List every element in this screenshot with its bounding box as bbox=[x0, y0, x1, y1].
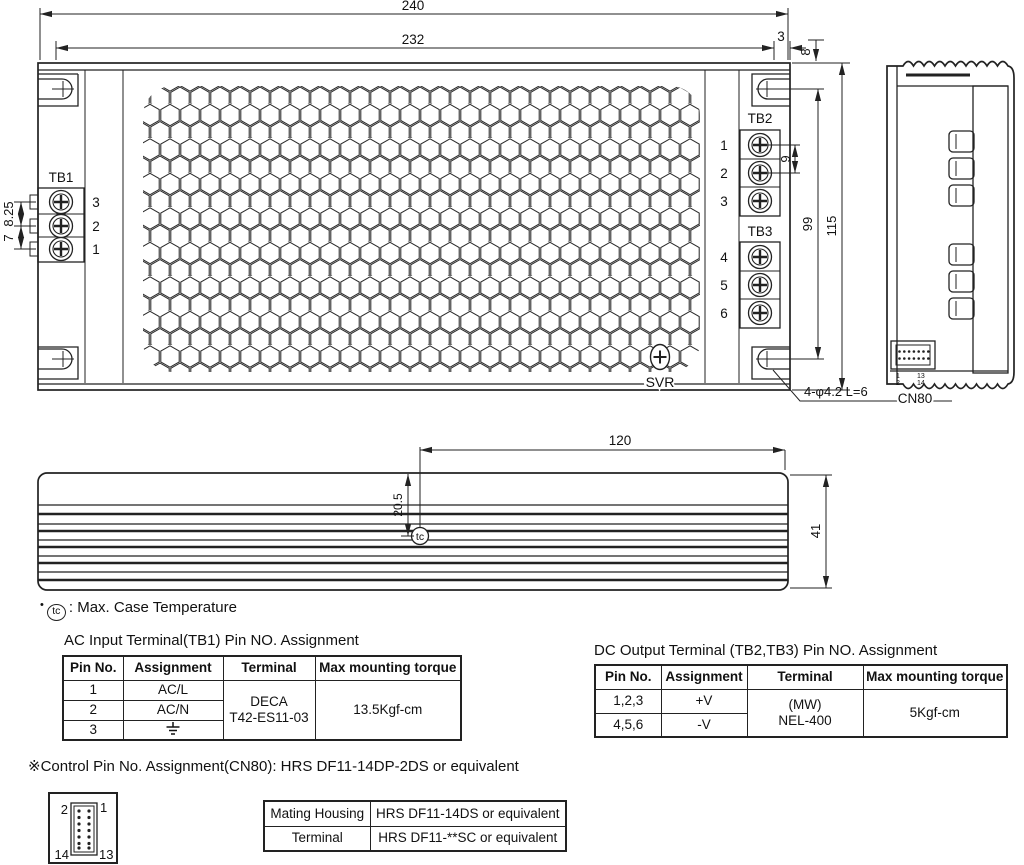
diagram-pin-2: 2 bbox=[60, 802, 68, 817]
side-view bbox=[38, 433, 832, 590]
ac-header-terminal: Terminal bbox=[223, 656, 315, 680]
cn80-pin13-mark: 13 bbox=[917, 373, 925, 380]
terminal-bumps bbox=[949, 131, 974, 319]
tb1-pin-3: 3 bbox=[92, 195, 100, 210]
mating-terminal-label: Terminal bbox=[264, 826, 370, 851]
ac-header-assignment: Assignment bbox=[123, 656, 223, 680]
tb2-pin-3: 3 bbox=[720, 194, 728, 209]
tb3-pin-4: 4 bbox=[720, 250, 728, 265]
ac-header-torque: Max mounting torque bbox=[315, 656, 461, 680]
ac-pin-3: 3 bbox=[63, 720, 123, 740]
dc-pin-456: 4,5,6 bbox=[595, 713, 661, 737]
svg-text:8.25: 8.25 bbox=[1, 201, 16, 227]
mounting-slot-top-left bbox=[38, 79, 74, 99]
dim-tb1-pitch-7 bbox=[1, 226, 21, 249]
mating-housing-value: HRS DF11-14DS or equivalent bbox=[370, 801, 566, 826]
terminal-block-tb3 bbox=[720, 224, 780, 328]
tb1-label: TB1 bbox=[48, 170, 74, 185]
front-view bbox=[1, 0, 952, 401]
tc-symbol: tc bbox=[47, 604, 66, 621]
dc-pin-123: 1,2,3 bbox=[595, 689, 661, 713]
svg-text:99: 99 bbox=[800, 216, 815, 232]
cn80-pin14-mark: 14 bbox=[917, 380, 925, 387]
tc-note bbox=[40, 599, 237, 621]
ac-header-pin: Pin No. bbox=[63, 656, 123, 680]
svr-label: SVR bbox=[645, 374, 675, 390]
ac-assign-2: AC/N bbox=[123, 700, 223, 720]
svg-text:7: 7 bbox=[1, 234, 16, 242]
svg-text:8: 8 bbox=[798, 48, 813, 56]
tb3-pin-6: 6 bbox=[720, 306, 728, 321]
dc-terminal-cell: (MW) NEL-400 bbox=[747, 689, 863, 737]
ac-assign-3 bbox=[123, 720, 223, 740]
honeycomb-vent bbox=[143, 86, 700, 372]
diagram-pin-1: 1 bbox=[100, 800, 108, 815]
ac-table-title: AC Input Terminal(TB1) Pin NO. Assignment bbox=[64, 632, 359, 649]
tb3-label: TB3 bbox=[747, 224, 773, 239]
dc-table-title: DC Output Terminal (TB2,TB3) Pin NO. Assignment bbox=[594, 642, 938, 659]
dc-output-table bbox=[594, 664, 1008, 738]
terminal-block-tb1 bbox=[30, 170, 100, 262]
svg-text:4-φ4.2 L=6: 4-φ4.2 L=6 bbox=[804, 384, 868, 399]
cn80-pin2-mark: 2 bbox=[896, 380, 900, 387]
mating-housing-label: Mating Housing bbox=[264, 801, 370, 826]
tc-marker bbox=[412, 447, 429, 545]
dim-41 bbox=[790, 475, 832, 588]
diagram-pin-13: 13 bbox=[99, 847, 114, 862]
ac-pin-1: 1 bbox=[63, 680, 123, 700]
dim-232 bbox=[56, 32, 774, 60]
tb2-label: TB2 bbox=[747, 111, 773, 126]
dc-header-assignment: Assignment bbox=[661, 665, 747, 689]
svg-text:tc: tc bbox=[415, 531, 425, 543]
cn80-pin-diagram bbox=[46, 786, 124, 865]
tc-note-text: : Max. Case Temperature bbox=[68, 599, 237, 616]
svg-text:115: 115 bbox=[824, 215, 839, 237]
dc-assign-plus: +V bbox=[661, 689, 747, 713]
dim-99 bbox=[774, 89, 824, 359]
dc-header-terminal: Terminal bbox=[747, 665, 863, 689]
tb1-pin-2: 2 bbox=[92, 219, 100, 234]
cn80-label: CN80 bbox=[897, 391, 933, 406]
svg-text:41: 41 bbox=[808, 523, 823, 539]
terminal-block-tb2 bbox=[720, 111, 780, 216]
note-bullet: • bbox=[40, 599, 44, 611]
dim-120 bbox=[420, 433, 785, 470]
dim-240 bbox=[40, 0, 788, 60]
dc-torque-cell: 5Kgf-cm bbox=[863, 689, 1007, 737]
ac-terminal-cell: DECA T42-ES11-03 bbox=[223, 680, 315, 740]
diagram-pin-14: 14 bbox=[54, 847, 69, 862]
ac-input-table bbox=[62, 655, 462, 741]
mating-terminal-value: HRS DF11-**SC or equivalent bbox=[370, 826, 566, 851]
dc-assign-minus: -V bbox=[661, 713, 747, 737]
svg-text:120: 120 bbox=[608, 433, 632, 448]
control-pin-note: ※Control Pin No. Assignment(CN80): HRS DF11-14DP-2DS or equivalent bbox=[28, 757, 519, 775]
tb2-pin-2: 2 bbox=[720, 166, 728, 181]
dc-header-pin: Pin No. bbox=[595, 665, 661, 689]
tb3-pin-5: 5 bbox=[720, 278, 728, 293]
ac-assign-1: AC/L bbox=[123, 680, 223, 700]
reference-mark: ※ bbox=[28, 757, 41, 775]
svg-text:9: 9 bbox=[778, 155, 793, 163]
svg-text:20.5: 20.5 bbox=[391, 493, 405, 517]
dim-8 bbox=[798, 40, 824, 61]
svg-text:240: 240 bbox=[401, 0, 425, 13]
dc-header-torque: Max mounting torque bbox=[863, 665, 1007, 689]
svg-text:232: 232 bbox=[401, 32, 425, 47]
mating-housing-table bbox=[263, 800, 567, 852]
cn80-pin1-mark: 1 bbox=[896, 373, 900, 380]
tb2-pin-1: 1 bbox=[720, 138, 728, 153]
tb1-pin-1: 1 bbox=[92, 242, 100, 257]
mounting-slot-bottom-left bbox=[38, 349, 74, 369]
ac-torque-cell: 13.5Kgf-cm bbox=[315, 680, 461, 740]
end-view bbox=[887, 62, 1014, 407]
ac-pin-2: 2 bbox=[63, 700, 123, 720]
earth-ground-icon bbox=[164, 721, 182, 736]
svg-text:3: 3 bbox=[777, 29, 785, 44]
